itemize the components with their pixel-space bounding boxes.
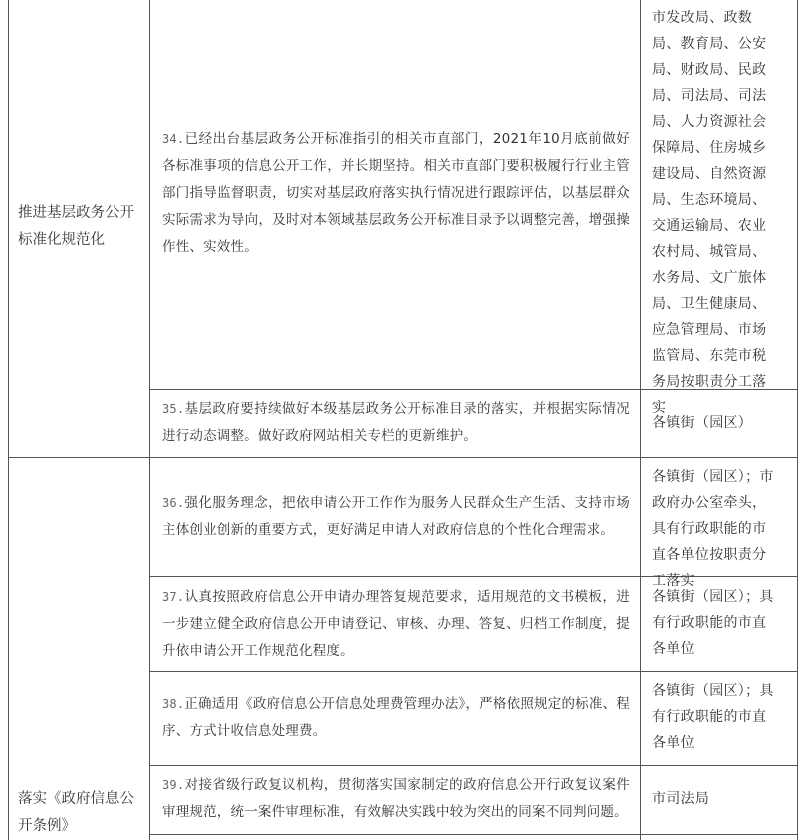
row-divider (149, 834, 798, 835)
table-divider-dept (640, 0, 641, 840)
table-border-left (8, 0, 9, 840)
responsible-dept: 市发改局、政数局、教育局、公安局、财政局、民政局、司法局、司法局、人力资源社会保障局、住房城乡建设局、自然资源局、生态环境局、交通运输局、农业农村局、城管局、水务局、文广旅体局、卫生健康局、应急管理局、市场监管局、东莞市税务局按职责分工落实 (652, 10, 767, 416)
task-number: 36. (162, 496, 185, 510)
task-body: 正确适用《政府信息公开信息处理费管理办法》，严格依照规定的标准、程序、方式计收信息处理费。 (162, 696, 630, 739)
task-text (162, 772, 630, 826)
category-label: 落实《政府信息公开条例》 (18, 791, 134, 834)
task-number: 34. (162, 132, 185, 146)
task-text (162, 396, 630, 450)
task-number: 37. (162, 590, 185, 604)
category-label: 推进基层政务公开标准化规范化 (18, 205, 134, 248)
task-body: 对接省级行政复议机构，贯彻落实国家制定的政府信息公开行政复议案件审理规范，统一案件审理标准，有效解决实践中较为突出的同案不同判问题。 (162, 777, 630, 820)
responsible-dept: 市司法局 (652, 791, 710, 807)
responsible-dept: 各镇街（园区）；市政府办公室牵头，具有行政职能的市直各单位按职责分工落实 (652, 469, 774, 589)
task-text (162, 691, 630, 745)
responsible-dept: 各镇街（园区）；具有行政职能的市直各单位 (652, 683, 774, 751)
task-body: 基层政府要持续做好本级基层政务公开标准目录的落实，并根据实际情况进行动态调整。做好政府网站相关专栏的更新维护。 (162, 401, 630, 444)
responsible-dept: 各镇街（园区） (652, 415, 753, 431)
row-divider (8, 457, 798, 458)
row-divider (149, 765, 798, 766)
task-number: 35. (162, 402, 185, 416)
task-body: 强化服务理念，把依申请公开工作作为服务人民群众生产生活、支持市场主体创业创新的重要方式，更好满足申请人对政府信息的个性化合理需求。 (162, 495, 630, 538)
task-number: 39. (162, 778, 185, 792)
task-text (162, 490, 630, 544)
task-number: 38. (162, 697, 185, 711)
table-divider-category (149, 0, 150, 840)
table-border-right (797, 0, 798, 840)
row-divider (149, 671, 798, 672)
task-text (162, 126, 630, 261)
task-body: 已经出台基层政务公开标准指引的相关市直部门，2021年10月底前做好各标准事项的信息公开工作，并长期坚持。相关市直部门要积极履行行业主管部门指导监督职责，切实对基层政府落实执行情况进行跟踪评估，以基层群众实际需求为导向，及时对本领域基层政务公开标准目录予以调整完善，增强操作性、实效性。 (162, 131, 630, 255)
task-text (162, 584, 630, 665)
responsible-dept: 各镇街（园区）；具有行政职能的市直各单位 (652, 589, 774, 657)
task-body: 认真按照政府信息公开申请办理答复规范要求，适用规范的文书模板，进一步建立健全政府信息公开申请登记、审核、办理、答复、归档工作制度，提升依申请公开工作规范化程度。 (162, 589, 630, 659)
